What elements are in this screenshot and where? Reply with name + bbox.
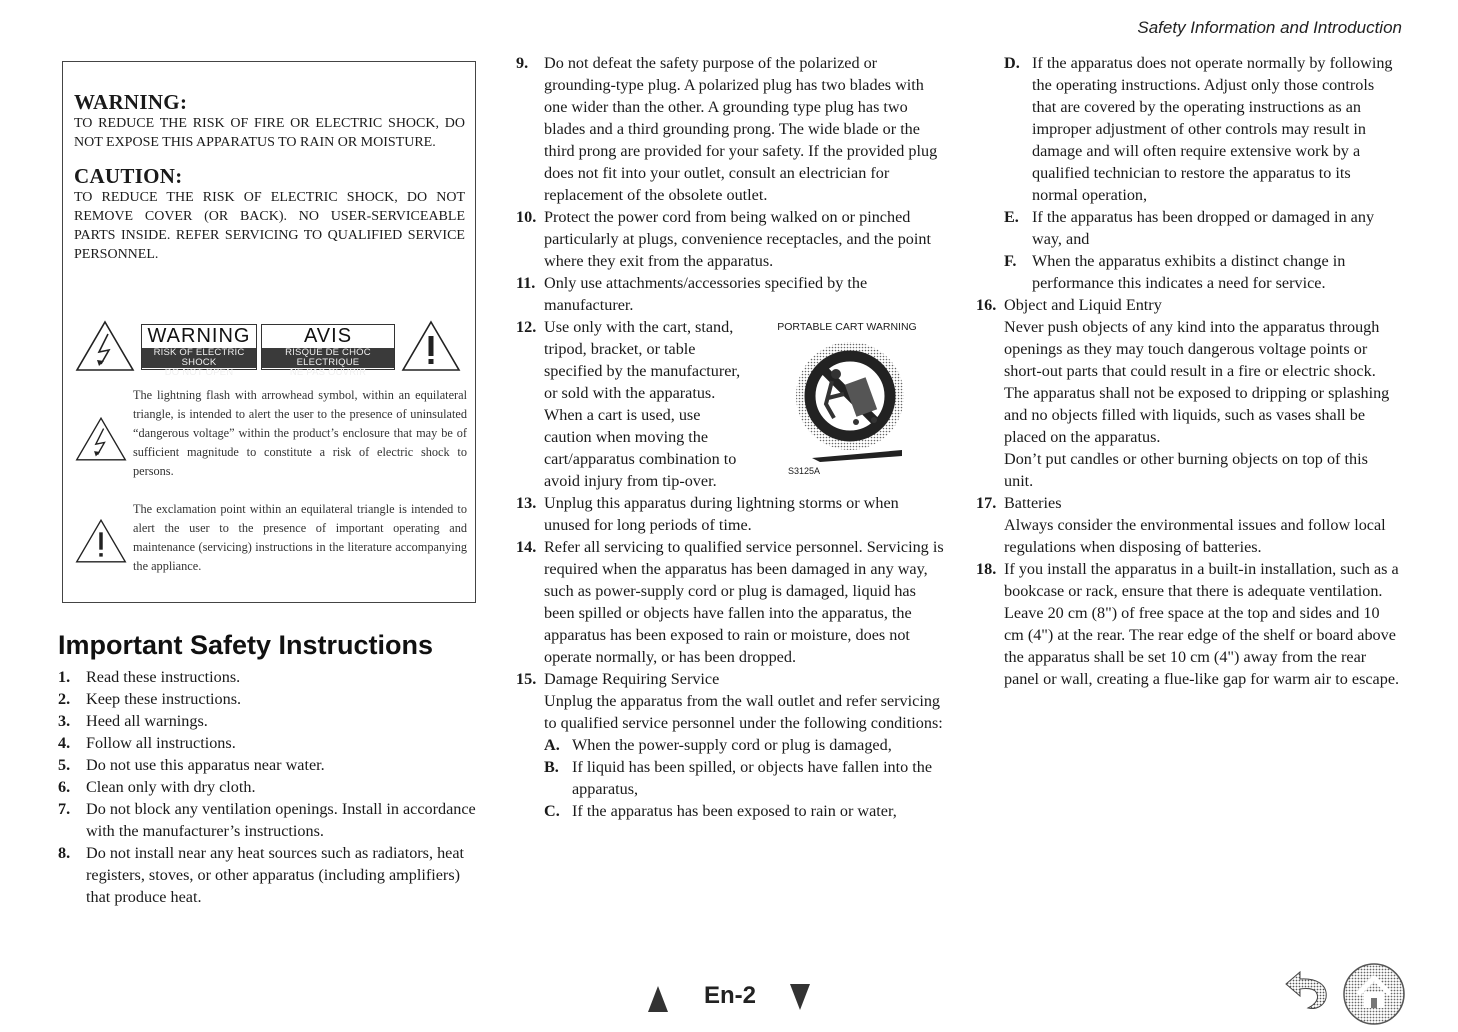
sub-item: B. If liquid has been spilled, or objects have fallen into the apparatus,	[544, 758, 933, 798]
list-item: 8. Do not install near any heat sources such as radiators, heat registers, stoves, or other apparatus (including amplifiers) that produce heat.	[58, 844, 465, 906]
sub-item: E. If the apparatus has been dropped or damaged in any way, and	[1004, 208, 1375, 248]
list-item: 6. Clean only with dry cloth.	[58, 778, 256, 796]
sub-item: C. If the apparatus has been exposed to rain or water,	[544, 802, 897, 820]
list-item: 16. Object and Liquid Entry Never push objects of any kind into the apparatus through openings as they may touch dangerous voltage points or short-out parts that could result in a fire or electric shock. The apparatus shall not be exposed to dripping or splashing and no objects filled with liquids, such as vases shall be placed on the apparatus. Don’t put candles or other burning objects on top of this unit.	[976, 296, 1390, 490]
exclamation-triangle-icon	[401, 320, 461, 372]
list-item: 18. If you install the apparatus in a built-in installation, such as a bookcase or rack, ensure that there is adequate ventilation. Leave 20 cm (8") of free space at the top and sides and 10 cm (4") at the rear. The rear edge of the shelf or board above the apparatus shall be set 10 cm (4") away from the rear panel or wall, creating a flue-like gap for warm air to escape.	[976, 560, 1400, 688]
caution-text: TO REDUCE THE RISK OF ELECTRIC SHOCK, DO NOT REMOVE COVER (OR BACK). NO USER-SERVICEABLE PARTS INSIDE. REFER SERVICING TO QUALIFIED SERVICE PERSONNEL.	[74, 190, 465, 262]
list-item: 13. Unplug this apparatus during lightning storms or when unused for long periods of time.	[516, 494, 899, 534]
list-item: 5. Do not use this apparatus near water.	[58, 756, 325, 774]
list-item: 14. Refer all servicing to qualified service personnel. Servicing is required when the apparatus has been damaged in any way, such as power-supply cord or plug is damaged, liquid has been spilled or objects have fallen into the apparatus, the apparatus has been exposed to rain or moisture, does not operate normally, or has been dropped.	[516, 538, 944, 666]
list-item: 2. Keep these instructions.	[58, 690, 242, 708]
lightning-text: The lightning flash with arrowhead symbol, within an equilateral triangle, is intended to alert the user to the presence of uninsulated “dangerous voltage” within the product’s enclosure that may be of sufficient magnitude to constitute a risk of electric shock to persons.	[133, 388, 467, 478]
instructions-column-3	[976, 52, 1400, 690]
page-footer	[640, 982, 820, 1012]
cart-tipover-icon	[792, 334, 910, 466]
lightning-triangle-icon	[75, 320, 135, 372]
triangle-up-icon[interactable]	[648, 986, 668, 1012]
avis-plate	[261, 324, 395, 378]
list-item: 9. Do not defeat the safety purpose of the polarized or grounding-type plug. A polarized plug has two blades with one wider than the other. A grounding type plug has two blades and a third grounding prong. The wide blade or the third prong are provided for your safety. If the provided plug does not fit into your outlet, consult an electrician for replacement of the obsolete outlet.	[516, 54, 938, 204]
warning-plate-title: WARNING	[147, 325, 251, 347]
list-item: 1. Read these instructions.	[58, 668, 241, 686]
list-item: 17. Batteries Always consider the environmental issues and follow local regulations when disposing of batteries.	[976, 494, 1386, 556]
instructions-title: Important Safety Instructions	[58, 630, 434, 660]
home-icon[interactable]	[1342, 962, 1406, 1026]
avis-plate-title: AVIS	[303, 325, 353, 347]
cart-warning-figure	[772, 316, 922, 476]
instructions-column-2	[516, 52, 946, 822]
lightning-explanation	[75, 386, 467, 496]
instructions-column-1	[58, 666, 478, 908]
lightning-triangle-icon	[75, 416, 127, 462]
warning-box	[62, 61, 476, 603]
exclamation-triangle-icon	[75, 518, 127, 564]
warning-plate-sub2: DO NOT OPEN	[164, 367, 234, 378]
warning-plate-sub1: RISK OF ELECTRIC SHOCK	[153, 347, 245, 368]
triangle-down-icon[interactable]	[790, 984, 810, 1010]
exclamation-explanation	[75, 500, 467, 580]
cart-figure-code: S3125A	[788, 466, 821, 476]
cart-warning-caption: PORTABLE CART WARNING	[777, 321, 917, 333]
list-item: 11. Only use attachments/accessories specified by the manufacturer.	[516, 274, 868, 314]
sub-item: A. When the power-supply cord or plug is damaged,	[544, 736, 892, 754]
page-number: En-2	[704, 982, 757, 1009]
section-title: Safety Information and Introduction	[1137, 18, 1402, 37]
list-item: 3. Heed all warnings.	[58, 712, 208, 730]
avis-plate-sub1: RISQUE DE CHOC ELECTRIQUE	[285, 347, 371, 368]
warning-plate	[141, 324, 257, 378]
back-arrow-icon[interactable]	[1280, 970, 1332, 1010]
avis-plate-sub2: NE PAS OUVRIR	[289, 367, 367, 378]
caution-heading: CAUTION:	[74, 164, 183, 188]
sub-item: F. When the apparatus exhibits a distinct change in performance this indicates a need for service.	[1004, 252, 1346, 292]
warning-text: TO REDUCE THE RISK OF FIRE OR ELECTRIC SHOCK, DO NOT EXPOSE THIS APPARATUS TO RAIN OR MOISTURE.	[74, 116, 465, 150]
list-item: 10. Protect the power cord from being walked on or pinched particularly at plugs, convenience receptacles, and the point where they exit from the apparatus.	[516, 208, 931, 270]
exclamation-text: The exclamation point within an equilateral triangle is intended to alert the user to the presence of important operating and maintenance (servicing) instructions in the literature accompanying the appliance.	[133, 502, 467, 573]
warning-label	[75, 320, 465, 382]
sub-item: D. If the apparatus does not operate normally by following the operating instructions. Adjust only those controls that are covered by the operating instructions as an improper adjustment of other controls may result in damage and will often require extensive work by a qualified technician to restore the apparatus to its normal operation,	[1004, 54, 1393, 204]
list-item: 4. Follow all instructions.	[58, 734, 236, 752]
list-item: 15. Damage Requiring Service Unplug the apparatus from the wall outlet and refer servicing to qualified service personnel under the following conditions:	[516, 670, 943, 732]
warning-heading: WARNING:	[74, 90, 188, 114]
list-item: 7. Do not block any ventilation openings. Install in accordance with the manufacturer’s instructions.	[58, 800, 476, 840]
list-item: 12. Use only with the cart, stand, tripod, bracket, or table specified by the manufacturer, or sold with the apparatus. When a cart is used, use caution when moving the cart/apparatus combination to avoid injury from tip-over. PORTABLE CART WARNING S3125A	[516, 316, 946, 492]
